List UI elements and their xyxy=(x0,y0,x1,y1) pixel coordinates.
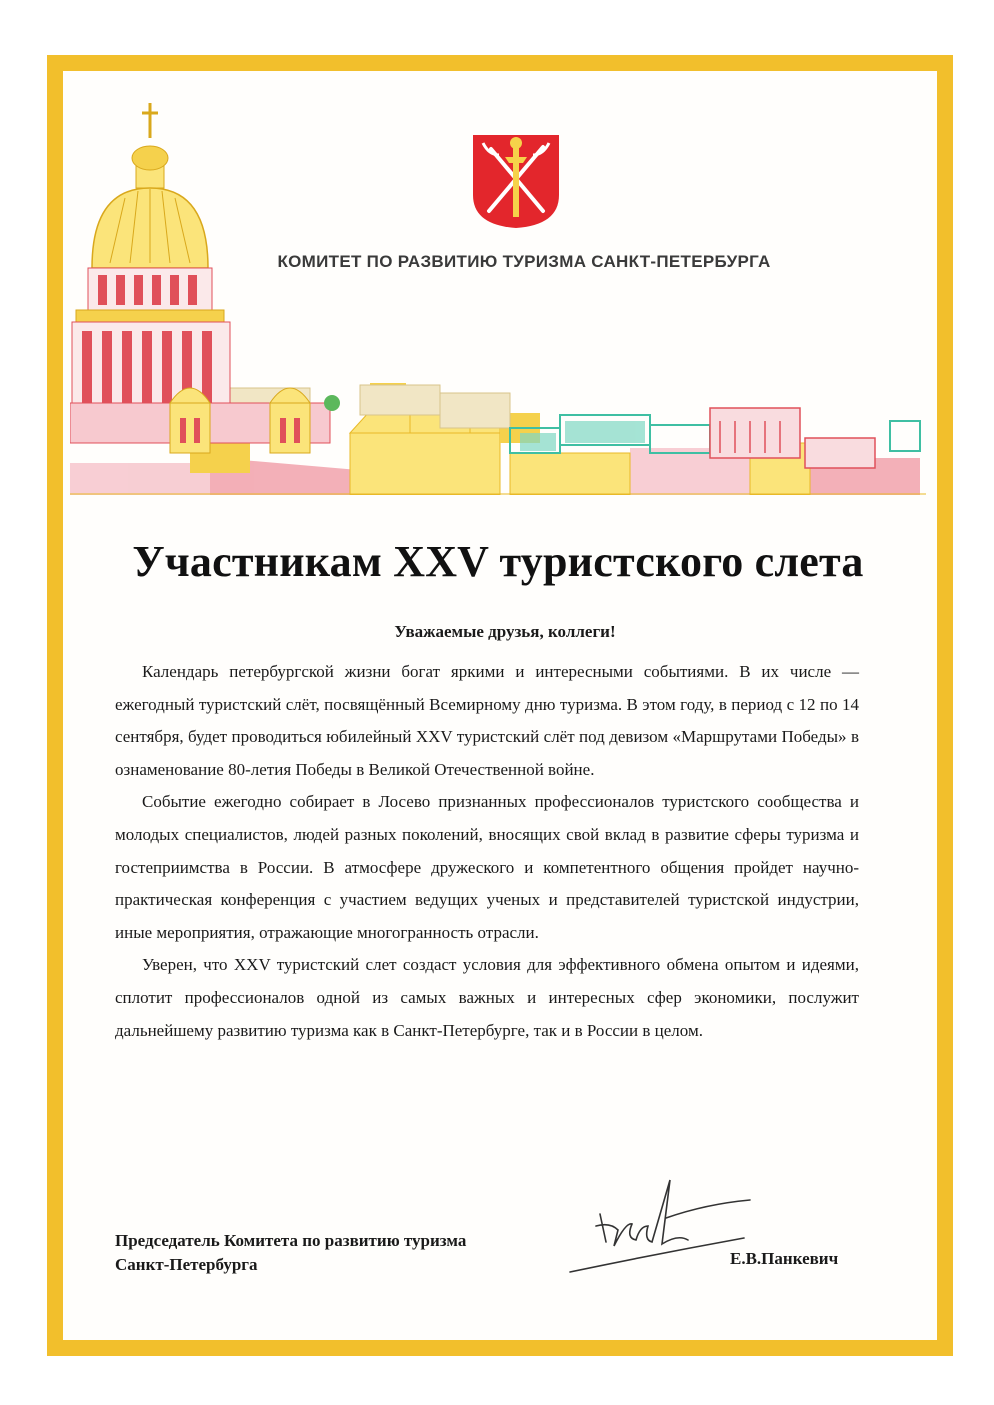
signer-position-line: Санкт-Петербурга xyxy=(115,1255,258,1274)
coat-of-arms-icon xyxy=(471,133,561,230)
signer-name: Е.В.Панкевич xyxy=(730,1249,839,1268)
page-title: Участникам XXV туристского слета xyxy=(132,537,864,586)
greeting: Уважаемые друзья, коллеги! xyxy=(394,622,616,641)
letter-body xyxy=(115,656,859,1047)
paragraph: Календарь петербургской жизни богат яркими и интересными событиями. В их числе — ежегодный туристский слёт, посвящённый Всемирному дню туризма. В этом году, в период с 12 по 14 сентября, будет проводиться юбилейный XXV туристский слёт под девизом «Маршрутами Победы» в ознаменование 80-летия Победы в Великой Отечественной войне. xyxy=(115,662,859,779)
committee-name: КОМИТЕТ ПО РАЗВИТИЮ ТУРИЗМА САНКТ-ПЕТЕРБУРГА xyxy=(277,252,771,271)
paragraph: Уверен, что XXV туристский слет создаст условия для эффективного обмена опытом и идеями, сплотит профессионалов одной из самых важных и интересных сфер экономики, послужит дальнейшему развитию туризма как в Санкт-Петербурге, так и в России в целом. xyxy=(115,955,859,1040)
signature-icon xyxy=(566,1174,756,1278)
signer-position-line: Председатель Комитета по развитию туризма xyxy=(115,1231,467,1250)
paragraph: Событие ежегодно собирает в Лосево признанных профессионалов туристского сообщества и молодых специалистов, людей разных поколений, вносящих свой вклад в развитие сферы туризма и гостеприимства в России. В атмосфере дружеского и компетентного общения пройдет научно-практическая конференция с участием ведущих ученых и представителей туристской индустрии, иные мероприятия, отражающие многогранность отрасли. xyxy=(115,792,859,942)
signer-position xyxy=(115,1229,535,1277)
